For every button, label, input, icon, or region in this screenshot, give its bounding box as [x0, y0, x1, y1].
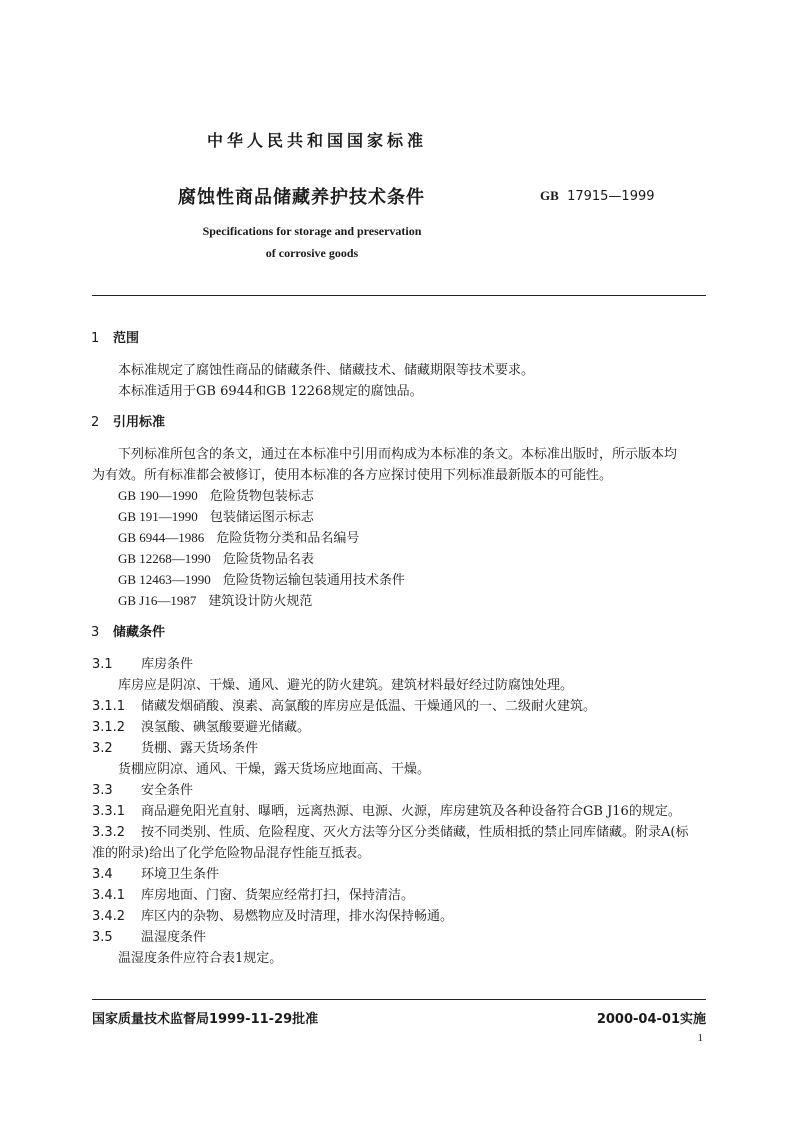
reference-item	[118, 569, 405, 588]
clause-text: 货棚、露天货场条件	[141, 741, 259, 756]
effective-date: 2000-04-01实施	[596, 1012, 706, 1027]
reference-item	[118, 485, 314, 504]
reference-name: 建筑设计防火规范	[208, 594, 313, 609]
clause-3-1-2	[92, 716, 310, 735]
clause-3-2-paragraph: 货棚应阴凉、通风、干燥，露天货场应地面高、干燥。	[118, 762, 431, 777]
section-2-heading	[91, 411, 165, 430]
clause-3-4-1	[92, 884, 414, 903]
references-intro-line2: 为有效。所有标准都会被修订，使用本标准的各方应探讨使用下列标准最新版本的可能性。	[92, 468, 613, 483]
clause-number: 3.3.1	[92, 804, 126, 819]
clause-text: 按不同类别、性质、危险程度、灭火方法等分区分类储藏，性质相抵的禁止同库储藏。附录A(标	[141, 825, 689, 840]
reference-name: 危险货物运输包装通用技术条件	[222, 573, 405, 588]
section-1-heading	[91, 327, 139, 346]
clause-3-2	[92, 737, 258, 756]
section-title: 引用标准	[113, 415, 166, 430]
reference-item	[118, 590, 312, 609]
section-title: 储藏条件	[113, 625, 166, 640]
clause-3-1	[92, 653, 193, 672]
clause-3-5-paragraph: 温湿度条件应符合表1规定。	[118, 951, 283, 966]
clause-text: 溴氢酸、碘氢酸要避光储藏。	[141, 720, 311, 735]
clause-3-3-1	[92, 800, 681, 819]
clause-3-5	[92, 926, 206, 945]
clause-text: 库区内的杂物、易燃物应及时清理，排水沟保持畅通。	[141, 909, 454, 924]
clause-text: 安全条件	[141, 783, 194, 798]
approval-statement: 国家质量技术监督局1999-11-29批准	[92, 1012, 319, 1027]
standard-header: 中华人民共和国国家标准	[206, 131, 427, 150]
reference-item	[118, 527, 359, 546]
english-title-line1: Specifications for storage and preservation	[202, 224, 422, 238]
clause-3-1-paragraph: 库房应是阴凉、干燥、通风、避光的防火建筑。建筑材料最好经过防腐蚀处理。	[118, 678, 574, 693]
clause-number: 3.3	[92, 783, 113, 798]
scope-paragraph-1: 本标准规定了腐蚀性商品的储藏条件、储藏技术、储藏期限等技术要求。	[118, 363, 535, 378]
clause-number: 3.3.2	[92, 825, 126, 840]
scope-paragraph-2: 本标准适用于GB 6944和GB 12268规定的腐蚀品。	[118, 384, 423, 399]
reference-code: GB 190—1990	[118, 488, 198, 503]
clause-3-1-1	[92, 695, 596, 714]
clause-number: 3.5	[92, 930, 113, 945]
reference-code: GB 6944—1986	[118, 530, 205, 545]
clause-text: 温湿度条件	[141, 930, 207, 945]
clause-3-4	[92, 863, 219, 882]
clause-text: 储藏发烟硝酸、溴素、高氯酸的库房应是低温、干燥通风的一、二级耐火建筑。	[141, 699, 597, 714]
clause-3-3-2-continuation: 准的附录)给出了化学危险物品混存性能互抵表。	[92, 846, 371, 861]
standard-code-number: 17915—1999	[567, 189, 655, 204]
document-title: 腐蚀性商品储藏养护技术条件	[178, 187, 425, 208]
reference-name: 包装储运图示标志	[209, 510, 314, 525]
section-number: 3	[91, 625, 100, 640]
clause-3-3	[92, 779, 193, 798]
clause-number: 3.1.2	[92, 720, 126, 735]
section-number: 1	[91, 331, 100, 346]
section-title: 范围	[113, 331, 140, 346]
footer-divider	[92, 999, 706, 1000]
standard-code	[540, 188, 655, 204]
reference-code: GB 191—1990	[118, 509, 198, 524]
clause-number: 3.1.1	[92, 699, 126, 714]
clause-number: 3.4.2	[92, 909, 126, 924]
clause-number: 3.2	[92, 741, 113, 756]
clause-number: 3.1	[92, 657, 113, 672]
header-divider	[92, 295, 706, 296]
clause-text: 库房条件	[141, 657, 194, 672]
section-3-heading	[91, 621, 165, 640]
reference-name: 危险货物分类和品名编号	[216, 531, 360, 546]
clause-text: 环境卫生条件	[141, 867, 220, 882]
clause-text: 商品避免阳光直射、曝晒，远离热源、电源、火源，库房建筑及各种设备符合GB J16的规定。	[141, 804, 681, 819]
clause-3-3-2	[92, 821, 688, 840]
reference-name: 危险货物包装标志	[209, 489, 314, 504]
section-number: 2	[91, 415, 100, 430]
clause-3-4-2	[92, 905, 453, 924]
reference-code: GB 12463—1990	[118, 572, 211, 587]
reference-item	[118, 506, 314, 525]
references-intro-line1: 下列标准所包含的条文，通过在本标准中引用而构成为本标准的条文。本标准出版时，所示版本均	[118, 447, 678, 462]
reference-item	[118, 548, 314, 567]
reference-code: GB J16—1987	[118, 593, 197, 608]
standard-code-prefix: GB	[540, 188, 559, 203]
clause-number: 3.4	[92, 867, 113, 882]
reference-name: 危险货物品名表	[222, 552, 314, 567]
clause-number: 3.4.1	[92, 888, 126, 903]
english-title-line2: of corrosive goods	[265, 246, 359, 260]
page-number: 1	[697, 1032, 703, 1044]
clause-text: 库房地面、门窗、货架应经常打扫，保持清洁。	[141, 888, 415, 903]
reference-code: GB 12268—1990	[118, 551, 211, 566]
